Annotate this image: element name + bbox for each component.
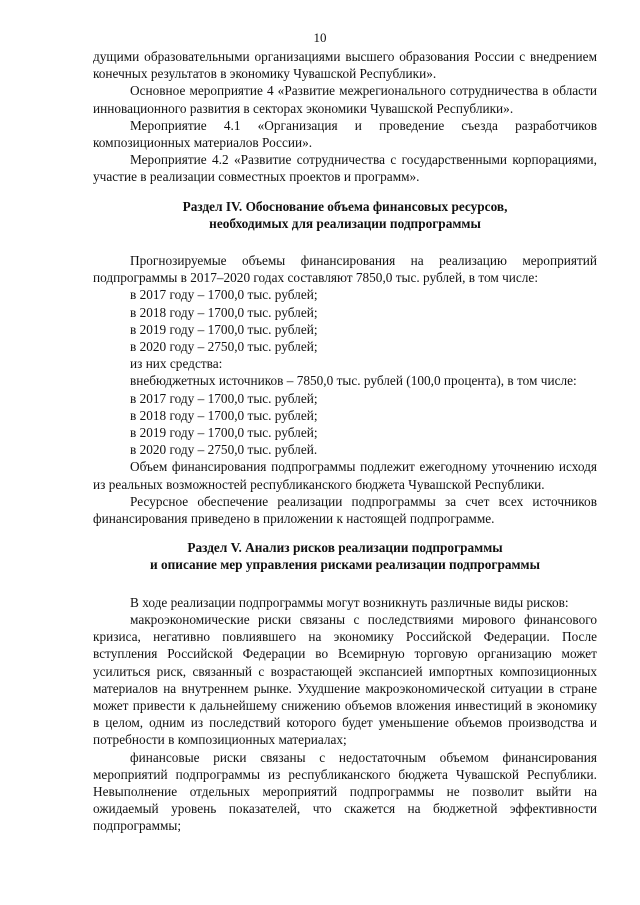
paragraph-risk-types: В ходе реализации подпрограммы могут возникнуть различные виды рисков:	[130, 594, 569, 610]
section-5-title-line-2: и описание мер управления рисками реализации подпрограммы	[150, 557, 540, 573]
extra-year-2018: в 2018 году – 1700,0 тыс. рублей;	[130, 407, 318, 423]
extra-year-2017: в 2017 году – 1700,0 тыс. рублей;	[130, 390, 318, 406]
page-number: 10	[313, 30, 327, 45]
paragraph-financial-risks: финансовые риски связаны с недостаточным объемом финансирования мероприятий подпрограммы из республиканского бюджета Чувашской Республики. Невыполнение отдельных мероприятий подпрограммы не позволит выйти на ожидаемый уровень показателей, что скажется на бюджетной эффективности подпрограммы;	[93, 749, 597, 834]
extrabudget-sources: внебюджетных источников – 7850,0 тыс. рублей (100,0 процента), в том числе:	[130, 373, 577, 389]
paragraph-funding-volume: Объем финансирования подпрограммы подлежит ежегодному уточнению исходя из реальных возможностей республиканского бюджета Чувашской Республики.	[93, 459, 597, 492]
paragraph-continuation: дущими образовательными организациями высшего образования России с внедрением конечных результатов в экономику Чувашской Республики».	[93, 49, 597, 82]
section-4-title-line-1: Раздел IV. Обоснование объема финансовых ресурсов,	[182, 198, 508, 214]
total-year-2017: в 2017 году – 1700,0 тыс. рублей;	[130, 287, 318, 303]
total-year-2020: в 2020 году – 2750,0 тыс. рублей;	[130, 339, 318, 355]
section-4-title-line-2: необходимых для реализации подпрограммы	[209, 215, 481, 231]
paragraph-macroeconomic-risks: макроэкономические риски связаны с последствиями мирового финансового кризиса, негативно повлиявшего на экономику Российской Федерации. После вступления Российской Федерации во Всемирную торговую организацию может усилиться риск, связанный с возрастающей экспансией импортных композиционных материалов на внутреннем рынке. Ухудшение макроэкономической ситуации в стране может привести к дальнейшему снижению объемов вложения инвестиций в экономику в целом, одним из последствий которого будет уменьшение объемов производства и потребности в композиционных материалах;	[93, 611, 597, 748]
paragraph-resource-support: Ресурсное обеспечение реализации подпрограммы за счет всех источников финансирования приведено в приложении к настоящей подпрограмме.	[93, 493, 597, 527]
section-4-intro: Прогнозируемые объемы финансирования на реализацию мероприятий подпрограммы в 2017–2020 годах составляют 7850,0 тыс. рублей, в том числе:	[93, 253, 597, 286]
of-them-funds: из них средства:	[130, 356, 223, 372]
section-5-title-line-1: Раздел V. Анализ рисков реализации подпрограммы	[187, 540, 503, 556]
total-year-2018: в 2018 году – 1700,0 тыс. рублей;	[130, 304, 318, 320]
page-body	[93, 48, 597, 835]
total-year-2019: в 2019 году – 1700,0 тыс. рублей;	[130, 321, 318, 337]
paragraph-main-activity-4: Основное мероприятие 4 «Развитие межрегионального сотрудничества в области инновационного развития в секторах экономики Чувашской Республики».	[93, 83, 597, 116]
extra-year-2020: в 2020 году – 2750,0 тыс. рублей.	[130, 442, 318, 458]
paragraph-activity-4-1: Мероприятие 4.1 «Организация и проведение съезда разработчиков композиционных материалов России».	[93, 117, 597, 151]
extra-year-2019: в 2019 году – 1700,0 тыс. рублей;	[130, 425, 318, 441]
paragraph-activity-4-2: Мероприятие 4.2 «Развитие сотрудничества с государственными корпорациями, участие в реализации совместных проектов и программ».	[93, 152, 597, 185]
